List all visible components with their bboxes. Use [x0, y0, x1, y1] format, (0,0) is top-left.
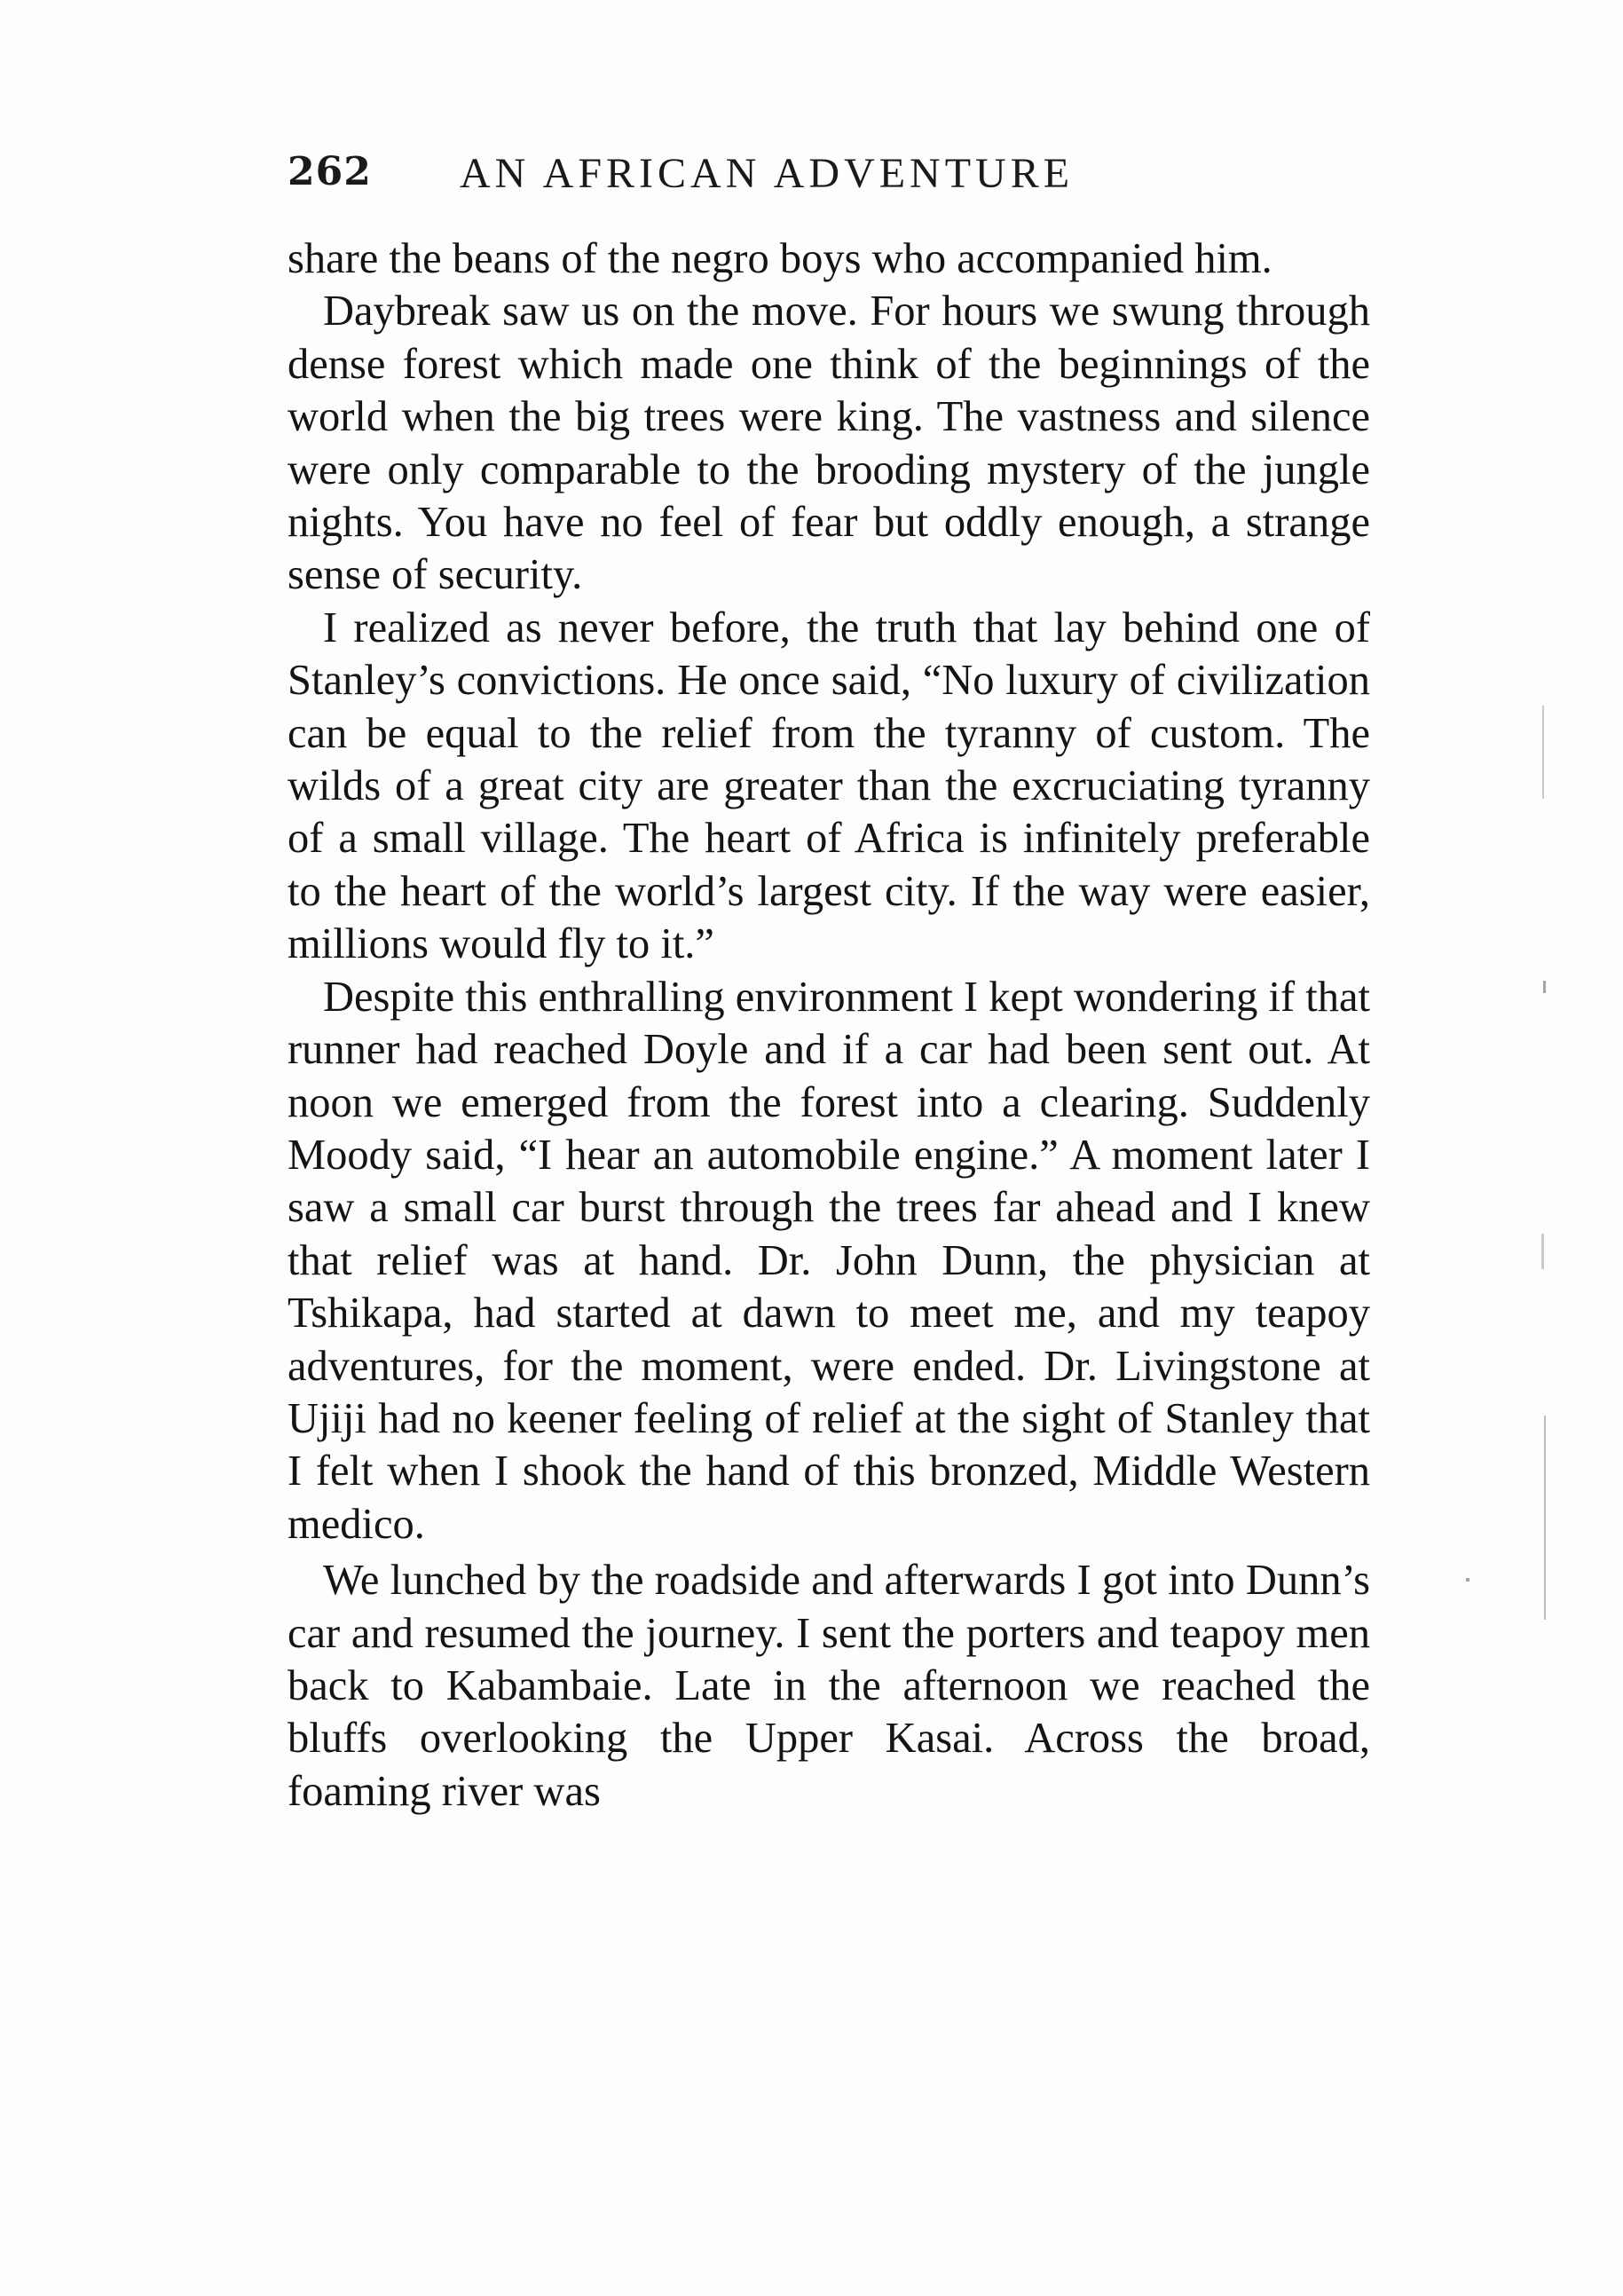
- paragraph-rescue: Despite this enthralling environment I kept wondering if that runner had reached Doyle and if a car had been sent out. At noon we emerged from the forest into a clearing. Suddenly Moody said, “I hear an automobile engine.” A moment later I saw a small car burst through the trees far ahead and I knew that relief was at hand. Dr. John Dunn, the physician at Tshikapa, had started at dawn to meet me, and my teapoy adventures, for the moment, were ended. Dr. Livingstone at Ujiji had no keener feeling of relief at the sight of Stanley that I felt when I shook the hand of this bronzed, Middle Western medico.: [288, 973, 1370, 1548]
- running-title: AN AFRICAN ADVENTURE: [460, 150, 1075, 197]
- body-text: [288, 233, 1370, 1818]
- page-number: 262: [288, 149, 372, 194]
- scan-mark: [1542, 706, 1544, 799]
- scan-mark: [1543, 981, 1546, 993]
- paragraph-daybreak: Daybreak saw us on the move. For hours we swung through dense forest which made one think of the beginnings of the world when the big trees were king. The vastness and silence were only comparable to the brooding mystery of the jungle nights. You have no feel of fear but oddly enough, a strange sense of security.: [288, 288, 1370, 599]
- paragraph-continuation: share the beans of the negro boys who accompanied him.: [288, 235, 1272, 282]
- scan-mark: [1541, 1234, 1544, 1269]
- page-header: [288, 149, 1370, 211]
- scan-mark: [1466, 1578, 1469, 1582]
- paragraph-lunch: We lunched by the roadside and afterwards I got into Dunn’s car and resumed the journey. I sent the porters and teapoy men back to Kabambaie. Late in the afternoon we reached the bluffs overlooking the Upper Kasai. Across the broad, foaming river was: [288, 1557, 1370, 1815]
- paragraph-stanley-quote: I realized as never before, the truth that lay behind one of Stanley’s convictions. He once said, “No luxury of civilization can be equal to the relief from the tyranny of custom. The wilds of a great city are greater than the excruciating tyranny of a small village. The heart of Africa is infinitely preferable to the heart of the world’s largest city. If the way were easier, millions would fly to it.”: [288, 604, 1370, 968]
- scan-mark: [1544, 1416, 1546, 1620]
